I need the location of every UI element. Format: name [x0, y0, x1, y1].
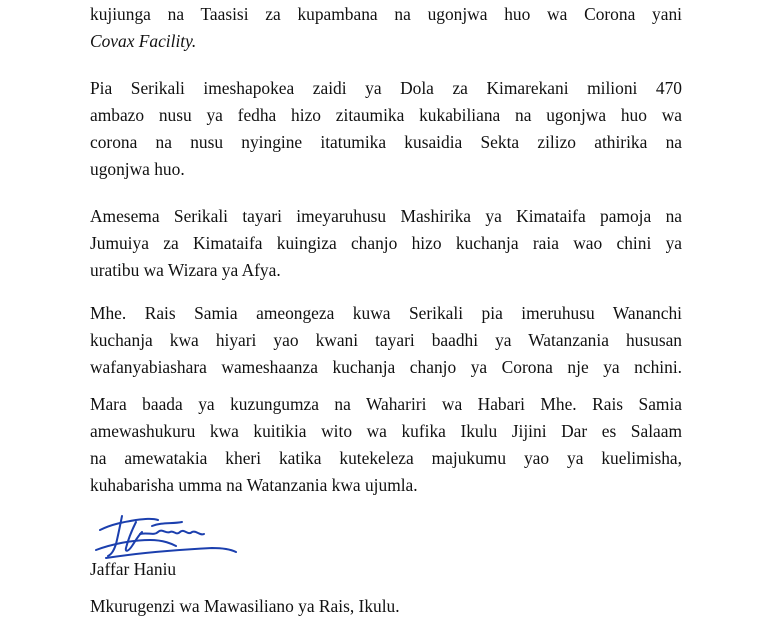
signature-stroke: [152, 522, 182, 526]
signatory-name: Jaffar Haniu: [90, 559, 177, 579]
paragraph-voluntary-vaccination: [90, 300, 682, 381]
text-line: Mhe. Rais Samia ameongeza kuwa Serikali pia imeruhusu Wananchi: [90, 303, 682, 323]
text-line: wafanyabiashara wameshaanza kuchanja chanjo ya Corona nje ya nchini.: [90, 357, 682, 377]
paragraph-funding: [90, 75, 682, 183]
signature-stroke: [100, 519, 158, 530]
text-line: Covax Facility.: [90, 31, 197, 51]
text-line: ugonjwa huo.: [90, 159, 185, 179]
text-line: Jumuiya za Kimataifa kuingiza chanjo hizo kuchanja raia wao chini ya: [90, 233, 682, 253]
text-line: kujiunga na Taasisi za kupambana na ugonjwa huo wa Corona yani: [90, 4, 682, 24]
text-line: kuchanja kwa hiyari yao kwani tayari baadhi ya Watanzania hususan: [90, 330, 682, 350]
text-line: Pia Serikali imeshapokea zaidi ya Dola za Kimarekani milioni 470: [90, 78, 682, 98]
signatory-title: Mkurugenzi wa Mawasiliano ya Rais, Ikulu.: [90, 596, 400, 616]
text-line: uratibu wa Wizara ya Afya.: [90, 260, 281, 280]
text-line: kuhabarisha umma na Watanzania kwa ujumla.: [90, 475, 418, 495]
text-line: corona na nusu nyingine itatumika kusaidia Sekta zilizo athirika na: [90, 132, 682, 152]
signature-stroke: [126, 522, 142, 551]
text-line: Mara baada ya kuzungumza na Wahariri wa Habari Mhe. Rais Samia: [90, 394, 682, 414]
paragraph-thanks-editors: [90, 391, 682, 499]
paragraph-covax: [90, 1, 682, 55]
signature-stroke: [140, 531, 204, 535]
paragraph-international-orgs: [90, 203, 682, 284]
text-line: ambazo nusu ya fedha hizo zitaumika kukabiliana na ugonjwa huo wa: [90, 105, 682, 125]
text-line: na amewatakia kheri katika kutekeleza majukumu yao ya kuelimisha,: [90, 448, 682, 468]
signature-stroke: [108, 516, 122, 556]
text-line: amewashukuru kwa kuitikia wito wa kufika Ikulu Jijini Dar es Salaam: [90, 421, 682, 441]
text-line: Amesema Serikali tayari imeyaruhusu Mashirika ya Kimataifa pamoja na: [90, 206, 682, 226]
signature-stroke: [96, 540, 176, 550]
